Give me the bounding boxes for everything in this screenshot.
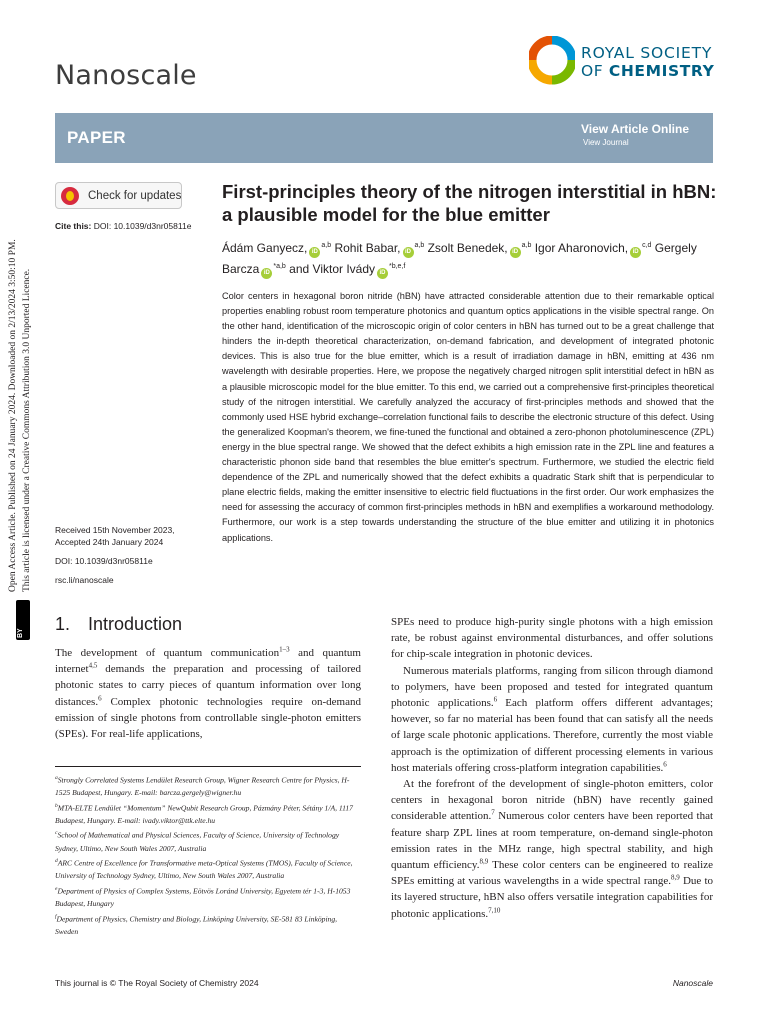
author-list <box>222 237 722 279</box>
orcid-icon[interactable]: iD <box>403 247 414 258</box>
footnote: $^e$Department of Physics of Complex Systems, Eötvös Loránd University, Egyetem tér 1-3, H-1053 Budapest, Hungary <box>55 885 351 908</box>
author-affiliation: c,d <box>642 242 652 249</box>
rsc-logo-line2: OF CHEMISTRY <box>581 62 715 80</box>
article-type-label: PAPER <box>67 128 126 147</box>
cc-badge-label: BY <box>17 628 24 638</box>
author-name: and Viktor Ivády <box>289 262 375 276</box>
received-date: Received 15th November 2023, <box>55 525 175 535</box>
view-journal-link[interactable]: View Journal <box>583 138 629 147</box>
orcid-icon[interactable]: iD <box>377 268 388 279</box>
intro-paragraph: The development of quantum communication$^{1-3}$ and quantum internet$^{4,5}$ demands the preparation and processing of tailored photonic states to carry pieces of quantum information over long distances.$^6$ Complex photonic technologies require on-demand emission of single photons from controllable single-photon emitters (SPEs). For real-life applications, <box>55 645 361 741</box>
intro-paragraph: Numerous materials platforms, ranging from silicon through diamond to polymers, have been proposed and tested for integrated quantum photonic applications.$^6$ Each platform offers different advantages; however, so far no material has been found that can satisfy all the needs of large scale photonic applications. Therefore, currently the most viable approach is the optimization of different processing elements in various host materials offering cross-platform integration capabilities.$^6$ <box>391 664 714 774</box>
article-title: First-principles theory of the nitrogen interstitial in hBN: a plausible model for the blue emitter <box>222 181 717 225</box>
cite-label: Cite this: <box>55 221 92 231</box>
footnote: $^a$Strongly Correlated Systems Lendület Research Group, Wigner Research Centre for Physics, H-1525 Budapest, Hungary. E-mail: barcza.gergely@wigner.hu <box>55 775 350 798</box>
intro-left-column <box>55 645 361 742</box>
intro-right-column <box>391 614 713 922</box>
orcid-icon[interactable]: iD <box>309 247 320 258</box>
author-affiliation: *b,e,f <box>389 263 406 270</box>
footer-copyright: This journal is © The Royal Society of Chemistry 2024 <box>55 978 259 988</box>
cite-this <box>55 221 191 231</box>
check-for-updates-button[interactable] <box>55 182 182 209</box>
article-type-banner <box>55 113 713 163</box>
author-name: Ádám Ganyecz, <box>222 241 308 255</box>
author-affiliation: a,b <box>521 242 532 249</box>
rsc-logo-line1: ROYAL SOCIETY <box>581 44 713 62</box>
author-name: Igor Aharonovich, <box>534 241 629 255</box>
section-heading-introduction: 1. Introduction <box>55 614 183 634</box>
author-affiliation: a,b <box>414 242 425 249</box>
author-name: Zsolt Benedek, <box>427 241 508 255</box>
author-affiliation: a,b <box>321 242 332 249</box>
intro-paragraph: SPEs need to produce high-purity single photons with a high emission rate, be robust against environmental disturbances, and offer solutions for chip-scale integration in photonic devices. <box>391 616 713 661</box>
side-notice-line1: Open Access Article. Published on 24 January 2024. Downloaded on 2/13/2024 3:50:10 PM. <box>8 239 18 592</box>
footnote-divider <box>55 766 361 767</box>
orcid-icon[interactable]: iD <box>510 247 521 258</box>
affiliation-footnotes <box>55 772 361 938</box>
footer-journal: Nanoscale <box>672 978 713 988</box>
intro-paragraph: At the forefront of the development of single-photon emitters, color centers in hexagonal boron nitride (hBN) have recently gained considerable attention.$^7$ Numerous color centers have been reported that feature sharp ZPL lines at room temperature, on-demand single-photon emission rates in the MHz range, high spectral stability, and high quantum efficiency.$^{8,9}$ These color centers can be engineered to realize SPEs emitting at various wavelengths in a wide spectral range.$^{8,9}$ Due to its layered structure, hBN also offers versatile integration capabilities for photonic applications.$^{7,10}$ <box>391 778 714 920</box>
footnote: $^c$School of Mathematical and Physical Sciences, Faculty of Science, University of Technology Sydney, Ultimo, New South Wales 2007, Australia <box>55 830 340 853</box>
side-notice-line2[interactable]: This article is licensed under a Creative Commons Attribution 3.0 Unported Licence. <box>22 268 32 592</box>
journal-link[interactable]: rsc.li/nanoscale <box>55 575 114 585</box>
footnote: $^d$ARC Centre of Excellence for Transformative meta-Optical Systems (TMOS), Faculty of Science, University of Technology Sydney, Ultimo, New South Wales 2007, Australia <box>55 858 353 881</box>
footnote: $^b$MTA-ELTE Lendület “Momentum” NewQubit Research Group, Pázmány Péter, Sétány 1/A, 1117 Budapest, Hungary. E-mail: ivady.viktor@ttk.elte.hu <box>55 802 353 825</box>
author-name: Rohit Babar, <box>334 241 401 255</box>
check-for-updates-label: Check for updates <box>88 189 182 202</box>
rsc-logo[interactable] <box>529 36 719 86</box>
abstract: Color centers in hexagonal boron nitride (hBN) have attracted considerable attention due to their remarkable optical properties enabling robust room temperature photonics and quantum optics applications in the visible spectral range. On the other hand, identification of the microscopic origin of color centers in hBN has turned out to be a great challenge that hinders the in-depth theoretical characterization, on-demand fabrication, and development of integrated photonic devices. This is also true for the blue emitter, which is a result of irradiation damage in hBN, emitting at 436 nm wavelength with desirable properties. Here, we propose the negatively charged nitrogen split interstitial defect in hBN as a plausible microscopic model for the blue emitter. To this end, we carried out a comprehensive first-principles theoretical study of the nitrogen interstitial. We carefully analyzed the accuracy of first-principles methods and showed that the commonly used HSE hybrid exchange–correlation functional fails to describe the electronic structure of this defect. Using the generalized Koopman's theorem, we fine-tuned the functional and obtained a zero-phonon photoluminescence (ZPL) energy in the blue spectral range. We showed that the defect exhibits a high emission rate in the ZPL line and features a characteristic phonon side band that resembles the blue emitter's spectrum. Furthermore, we studied the electric field dependence of the ZPL and numerically showed that the defect exhibits a quadratic Stark shift that is perpendicular to plane electric fields, making the emitter insensitive to electric field fluctuations in the first order. Our work emphasizes the need for assessing the accuracy of common first-principles methods in hBN and exemplifies a workaround methodology. Furthermore, our work is a step towards understanding the structure of the blue emitter and utilizing it in photonics applications. <box>222 291 714 543</box>
article-doi[interactable]: DOI: 10.1039/d3nr05811e <box>55 556 153 566</box>
orcid-icon[interactable]: iD <box>630 247 641 258</box>
author-name: Gergely Barcza <box>222 241 697 276</box>
view-article-online-link[interactable]: View Article Online <box>580 122 689 136</box>
journal-name: Nanoscale <box>55 60 197 91</box>
author-affiliation: *a,b <box>273 263 286 270</box>
orcid-icon[interactable]: iD <box>261 268 272 279</box>
cc-license-badge[interactable] <box>16 600 30 640</box>
crossmark-icon <box>61 187 79 205</box>
cite-doi[interactable]: DOI: 10.1039/d3nr05811e <box>93 221 192 231</box>
footnote: $^f$Department of Physics, Chemistry and Biology, Linköping University, SE-581 83 Linköping, Sweden <box>55 913 338 936</box>
accepted-date: Accepted 24th January 2024 <box>55 537 164 547</box>
rsc-emblem-icon <box>529 36 575 86</box>
